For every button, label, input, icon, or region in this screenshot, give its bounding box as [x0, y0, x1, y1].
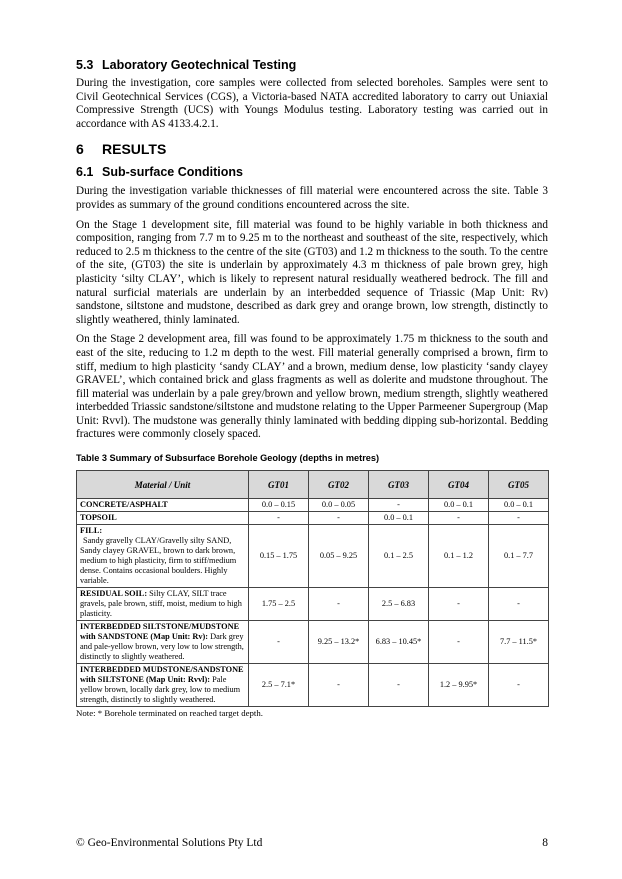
paragraph-stage-2: On the Stage 2 development area, fill was found to be approximately 1.75 m thickness to the south and east of the site, reducing to 1.2 m depth to the west. Fill material generally comprised a brown, firm to stiff, medium to high plasticity ‘sandy CLAY’ and a brown, medium dense, low plasticity ‘sandy clayey GRAVEL’, which contained brick and glass fragments as well as dolerite and mudstone throughout. The fill material was underlain by a pale grey/brown and yellow brown, medium strength, slightly weathered interbedded Triassic sandstone/siltstone and mudstone relating to the Upper Parmeener Supergroup (Map Unit: Rvvl). The mudstone was generally thinly laminated with bedding dipping sub-horizontal. Bedding fractures were commonly closely spaced. — [76, 333, 548, 441]
section-number: 6 — [76, 141, 84, 158]
value-cell: 1.75 – 2.5 — [249, 588, 309, 621]
value-cell: - — [369, 499, 429, 512]
value-cell: - — [489, 664, 549, 707]
material-name: CONCRETE/ASPHALT — [80, 500, 168, 510]
table-row — [77, 525, 549, 588]
material-description: Silty CLAY, SILT trace gravels, pale brown, stiff, moist, medium to high plasticity. — [80, 589, 242, 619]
value-cell: 6.83 – 10.45* — [369, 621, 429, 664]
material-cell — [77, 499, 249, 512]
material-cell — [77, 525, 249, 588]
value-cell: 0.05 – 9.25 — [309, 525, 369, 588]
value-cell: 2.5 – 7.1* — [249, 664, 309, 707]
section-5-3-heading — [76, 58, 548, 72]
value-cell: 0.1 – 2.5 — [369, 525, 429, 588]
material-cell — [77, 588, 249, 621]
value-cell: - — [249, 512, 309, 525]
material-description: Pale yellow brown, locally dark grey, low to medium strength, distinctly to slightly weathered. — [80, 675, 241, 705]
value-cell: 7.7 – 11.5* — [489, 621, 549, 664]
value-cell: - — [489, 512, 549, 525]
section-6-1-heading — [76, 165, 548, 179]
value-cell: 0.0 – 0.15 — [249, 499, 309, 512]
material-name: FILL: — [80, 526, 103, 536]
header-gt02: GT02 — [309, 471, 369, 499]
value-cell: - — [489, 588, 549, 621]
value-cell: 0.0 – 0.1 — [369, 512, 429, 525]
section-number: 5.3 — [76, 58, 94, 72]
page-content — [76, 58, 548, 718]
value-cell: 0.1 – 1.2 — [429, 525, 489, 588]
value-cell: 0.0 – 0.1 — [489, 499, 549, 512]
section-title: Laboratory Geotechnical Testing — [102, 58, 297, 72]
section-title: Sub-surface Conditions — [102, 165, 243, 180]
table-row — [77, 499, 549, 512]
material-description: Dark grey and pale-yellow brown, very low to low strength, distinctly to slightly weathered. — [80, 632, 244, 662]
header-gt03: GT03 — [369, 471, 429, 499]
material-name: INTERBEDDED SILTSTONE/MUDSTONE with SANDSTONE (Map Unit: Rv): — [80, 622, 240, 642]
paragraph-lab-testing: During the investigation, core samples were collected from selected boreholes. Samples were sent to Civil Geotechnical Services (CGS), a Victoria-based NATA accredited laboratory to carry out Uniaxial Compressive Strength (UCS) with Youngs Modulus testing. Laboratory testing was carried out in accordance with AS 4133.4.2.1. — [76, 77, 548, 130]
value-cell: - — [429, 621, 489, 664]
material-description: Sandy gravelly CLAY/Gravelly silty SAND, Sandy clayey GRAVEL, brown to dark brown, medium to high plasticity, firm to stiff/medium dense. Contains occasional boulders. Highly variable. — [80, 536, 237, 586]
table-note: Note: * Borehole terminated on reached target depth. — [76, 708, 263, 719]
material-cell — [77, 664, 249, 707]
value-cell: 0.0 – 0.05 — [309, 499, 369, 512]
paragraph-stage-1: On the Stage 1 development site, fill material was found to be highly variable in both thickness and composition, ranging from 7.7 m to 9.25 m to the northeast and southeast of the site, respectively, which reduced to 2.5 m thickness to the centre of the site (GT03) and 1.2 m thickness to the south. To the centre of the site, (GT03) the site is underlain by approximately 4.3 m thickness of pale brown grey, high plasticity ‘silty CLAY’, which is likely to represent natural residually weathered bedrock. The fill and natural surficial materials are underlain by an interbedded sequence of Triassic (Map Unit: Rv) sandstone, siltstone and mudstone, described as dark grey and orange brown, low strength, distinctly to slightly weathered, thinly laminated. — [76, 218, 548, 326]
table-caption: Table 3 Summary of Subsurface Borehole Geology (depths in metres) — [76, 453, 380, 464]
value-cell: - — [309, 588, 369, 621]
value-cell: - — [429, 588, 489, 621]
value-cell: 0.15 – 1.75 — [249, 525, 309, 588]
material-name: INTERBEDDED MUDSTONE/SANDSTONE with SILTSTONE (Map Unit: Rvvl): — [80, 665, 244, 685]
value-cell: - — [249, 621, 309, 664]
value-cell: 0.0 – 0.1 — [429, 499, 489, 512]
table-row — [77, 664, 549, 707]
header-material: Material / Unit — [77, 471, 249, 499]
value-cell: 0.1 – 7.7 — [489, 525, 549, 588]
page-footer — [76, 837, 548, 849]
paragraph-intro: During the investigation variable thicknesses of fill material were encountered across the site. Table 3 provides as summary of the ground conditions encountered across the site. — [76, 185, 548, 211]
section-6-heading — [76, 141, 548, 157]
header-gt05: GT05 — [489, 471, 549, 499]
value-cell: - — [369, 664, 429, 707]
footer-copyright: © Geo-Environmental Solutions Pty Ltd — [76, 837, 263, 849]
value-cell: - — [309, 664, 369, 707]
value-cell: - — [309, 512, 369, 525]
header-gt01: GT01 — [249, 471, 309, 499]
header-gt04: GT04 — [429, 471, 489, 499]
section-title: RESULTS — [102, 141, 167, 158]
page-number: 8 — [542, 837, 548, 849]
material-name: TOPSOIL — [80, 513, 117, 523]
value-cell: 1.2 – 9.95* — [429, 664, 489, 707]
table-row — [77, 588, 549, 621]
value-cell: - — [429, 512, 489, 525]
table-header-row — [77, 471, 549, 499]
section-number: 6.1 — [76, 165, 94, 180]
material-cell — [77, 621, 249, 664]
table-row — [77, 621, 549, 664]
value-cell: 9.25 – 13.2* — [309, 621, 369, 664]
value-cell: 2.5 – 6.83 — [369, 588, 429, 621]
material-name: RESIDUAL SOIL: — [80, 589, 148, 599]
geology-table — [76, 470, 549, 707]
material-cell — [77, 512, 249, 525]
table-row — [77, 512, 549, 525]
